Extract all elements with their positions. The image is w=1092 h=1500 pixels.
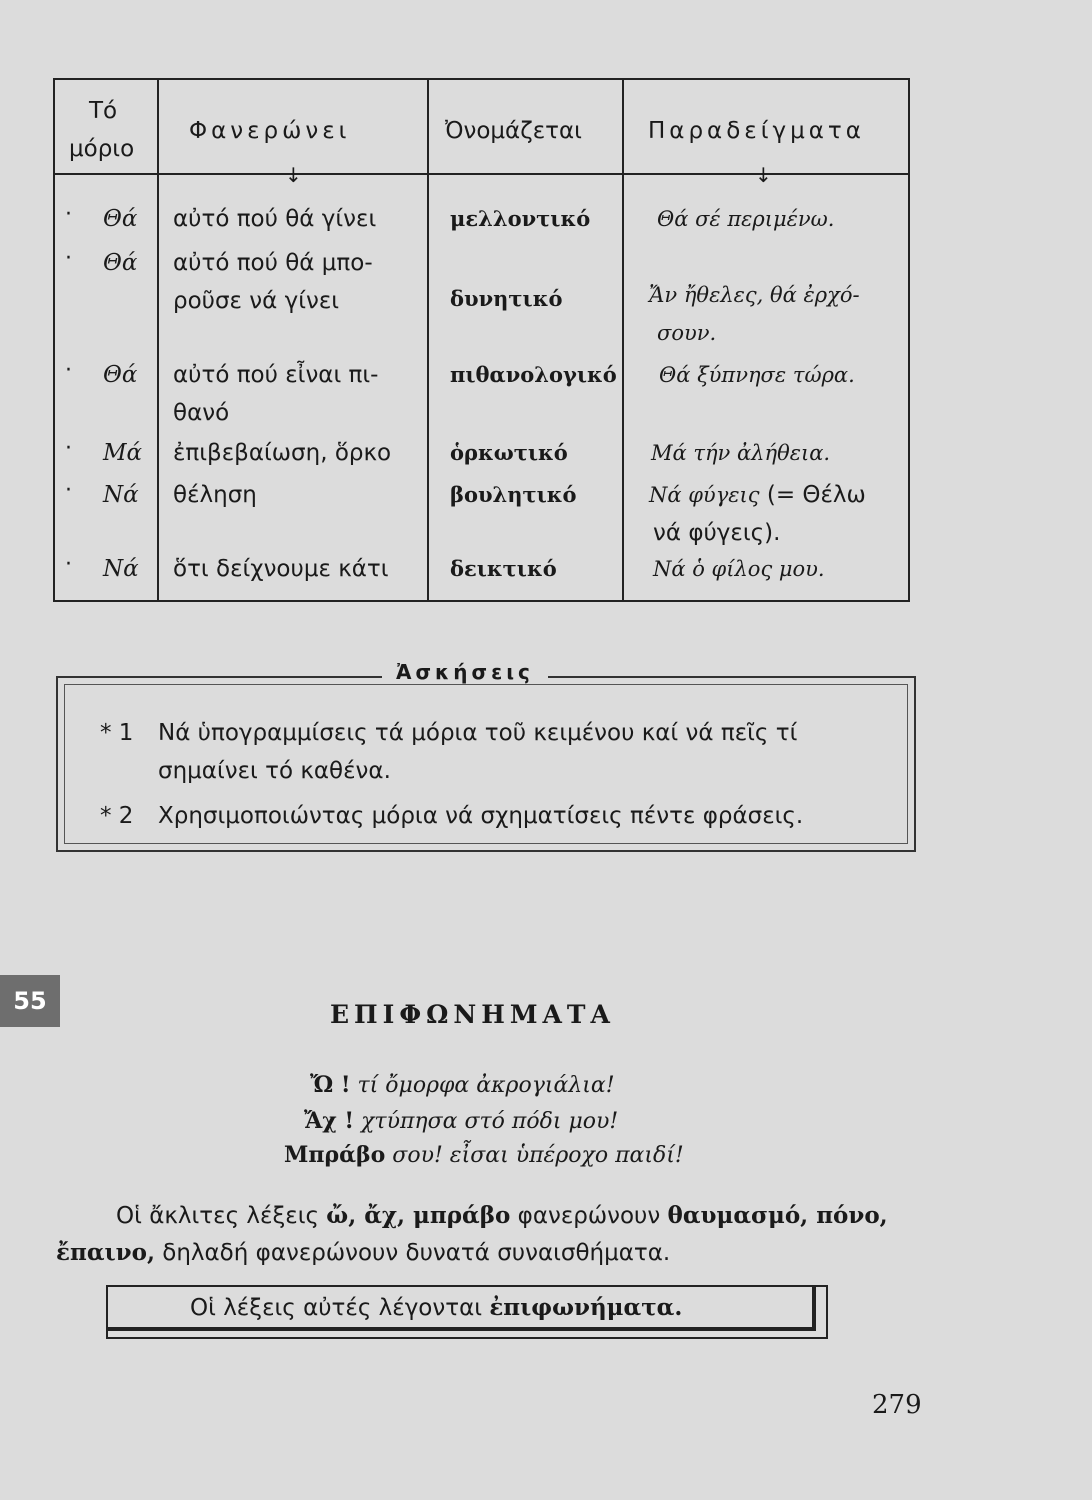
row2-example-line2: σουν. <box>657 321 717 345</box>
table-divider <box>157 80 159 600</box>
row4-example: Μά τήν ἀλήθεια. <box>651 441 831 465</box>
bullet-icon: · <box>65 436 72 461</box>
down-arrow-icon: ↓ <box>285 163 302 187</box>
row3-meaning-line2: θανό <box>173 400 230 426</box>
quote-3-interjection: Μπράβο <box>284 1142 386 1168</box>
bullet-icon: · <box>65 246 72 271</box>
table-header-divider <box>55 173 908 175</box>
row5-example-line2: νά φύγεις). <box>653 520 781 546</box>
section-number-badge: 55 <box>0 975 60 1027</box>
row5-name: βουλητικό <box>450 482 577 507</box>
row6-morio: Νά <box>103 556 139 582</box>
quote-line-1 <box>310 1072 615 1098</box>
header-onomazetai: Ὀνομάζεται <box>445 118 582 144</box>
header-morio-line2: μόριο <box>69 136 135 162</box>
quote-2-interjection: Ἄχ ! <box>304 1108 355 1134</box>
row5-morio: Νά <box>103 482 139 508</box>
row6-meaning: ὅτι δείχνουμε κάτι <box>173 556 389 582</box>
exercise-2-mark: * 2 <box>100 803 134 829</box>
down-arrow-icon: ↓ <box>755 163 772 187</box>
quote-2-text: χτύπησα στό πόδι μου! <box>354 1109 619 1134</box>
row2-name: δυνητικό <box>450 286 563 311</box>
quote-1-interjection: Ὤ ! <box>310 1072 351 1098</box>
row5-example-line1 <box>649 476 866 514</box>
bullet-icon: · <box>65 358 72 383</box>
row3-meaning-line1: αὐτό πού εἶναι πι- <box>173 362 379 388</box>
exercise-2-line1: Χρησιμοποιώντας μόρια νά σχηματίσεις πέντε φράσεις. <box>158 803 804 829</box>
row6-example: Νά ὁ φίλος μου. <box>653 557 825 581</box>
row4-name: ὁρκωτικό <box>450 440 568 465</box>
row6-name: δεικτικό <box>450 556 557 581</box>
quote-line-3 <box>284 1142 684 1168</box>
exercise-1-mark: * 1 <box>100 720 134 746</box>
row3-morio: Θά <box>103 362 138 388</box>
page-number: 279 <box>872 1390 922 1420</box>
paragraph-bold-words: θαυμασμό, πόνο, <box>667 1202 888 1229</box>
row2-meaning-line1: αὐτό πού θά μπο- <box>173 250 373 276</box>
section-title: ΕΠΙΦΩΝΗΜΑΤΑ <box>330 1000 615 1029</box>
definition-term: ἐπιφωνήματα. <box>489 1294 683 1321</box>
particles-table <box>53 78 910 602</box>
definition-text <box>190 1294 682 1321</box>
row2-example-line1: Ἄν ἤθελες, θά ἐρχό- <box>649 283 860 307</box>
paragraph-text: φανερώνουν <box>510 1203 668 1229</box>
row1-meaning: αὐτό πού θά γίνει <box>173 206 377 232</box>
paragraph-bold-words: ὤ, ἄχ, μπράβο <box>326 1202 511 1229</box>
quote-3-text: σου! εἶσαι ὑπέροχο παιδί! <box>385 1143 684 1168</box>
bullet-icon: · <box>65 202 72 227</box>
row1-example: Θά σέ περιμένω. <box>657 207 835 231</box>
paragraph-text: δηλαδή φανερώνουν δυνατά συναισθήματα. <box>154 1240 671 1266</box>
row5-example-italic: Νά φύγεις <box>649 483 760 507</box>
bullet-icon: · <box>65 478 72 503</box>
header-morio-line1: Τό <box>89 98 118 124</box>
row5-example-paren: (= Θέλω <box>759 482 866 508</box>
row2-meaning-line2: ροῦσε νά γίνει <box>173 288 340 314</box>
row3-example: Θά ξύπνησε τώρα. <box>659 363 855 387</box>
row2-morio: Θά <box>103 250 138 276</box>
exercises-title: Ἀσκήσεις <box>382 660 548 684</box>
paragraph-text: Οἱ ἄκλιτες λέξεις <box>116 1203 327 1229</box>
header-fanerwnei: Φανερώνει <box>189 118 351 144</box>
paragraph-line-2 <box>56 1234 670 1272</box>
table-divider <box>622 80 624 600</box>
row1-name: μελλοντικό <box>450 206 591 231</box>
row1-morio: Θά <box>103 206 138 232</box>
row4-morio: Μά <box>103 440 143 466</box>
row5-meaning: θέληση <box>173 482 257 508</box>
quote-1-text: τί ὄμορφα ἀκρογιάλια! <box>350 1073 615 1098</box>
paragraph-bold-words: ἔπαινο, <box>56 1239 155 1266</box>
paragraph-line-1 <box>116 1197 888 1235</box>
bullet-icon: · <box>65 552 72 577</box>
row4-meaning: ἐπιβεβαίωση, ὅρκο <box>173 440 392 466</box>
definition-plain: Οἱ λέξεις αὐτές λέγονται <box>190 1295 490 1321</box>
row3-name: πιθανολογικό <box>450 362 617 387</box>
exercise-1-line1: Νά ὑπογραμμίσεις τά μόρια τοῦ κειμένου καί νά πεῖς τί <box>158 720 798 746</box>
exercise-1-line2: σημαίνει τό καθένα. <box>158 758 391 784</box>
quote-line-2 <box>304 1108 618 1134</box>
header-paradeigmata: Παραδείγματα <box>648 118 865 144</box>
table-divider <box>427 80 429 600</box>
